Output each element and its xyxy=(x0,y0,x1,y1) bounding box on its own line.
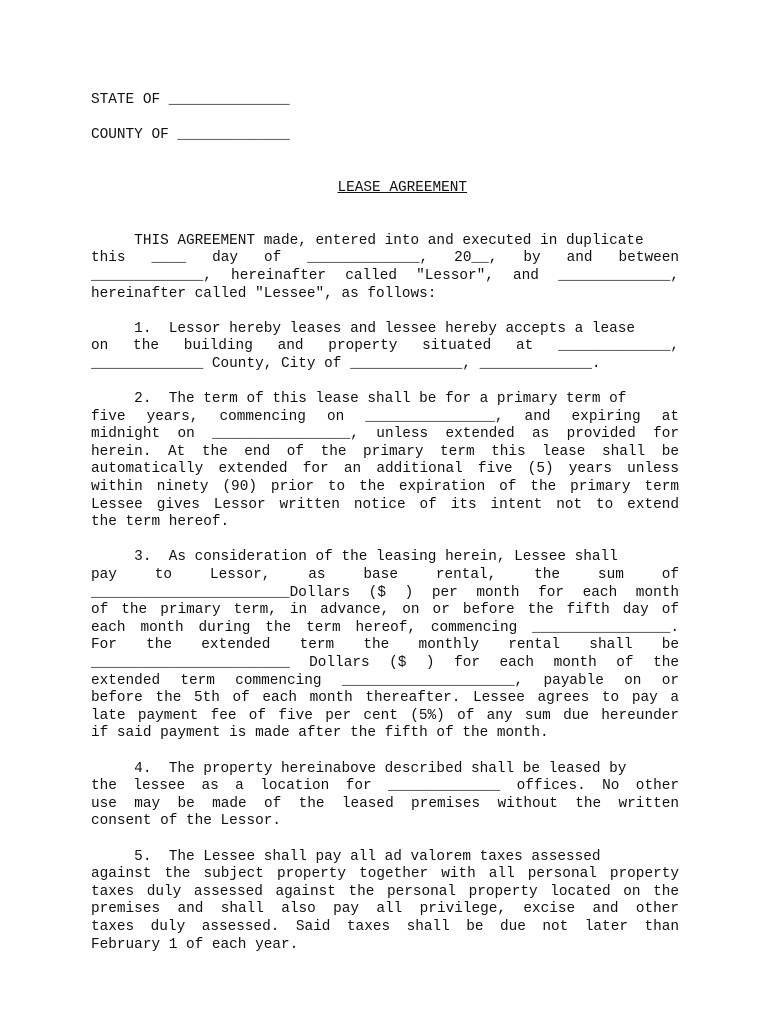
paragraph-3 xyxy=(91,391,679,532)
paragraph-line: midnight on ________________, unless extended as provided for xyxy=(91,426,679,443)
paragraph-line: _______________________Dollars ($ ) per month for each month xyxy=(91,584,679,601)
spacer xyxy=(91,532,679,550)
paragraph-line: of the primary term, in advance, on or before the fifth day of xyxy=(91,602,679,619)
paragraph-line: THIS AGREEMENT made, entered into and executed in duplicate xyxy=(91,232,644,249)
document-title: LEASE AGREEMENT xyxy=(337,179,468,196)
paragraph-line: automatically extended for an additional five (5) years unless xyxy=(91,461,679,478)
spacer xyxy=(91,374,679,392)
paragraph-line: hereinafter called "Lessee", as follows: xyxy=(91,285,437,302)
paragraph-line: For the extended term the monthly rental shall be xyxy=(91,637,679,654)
spacer xyxy=(91,831,679,849)
county-line: COUNTY OF _____________ xyxy=(91,127,290,144)
document-page xyxy=(91,92,679,954)
paragraph-line: late payment fee of five per cent (5%) of any sum due hereunder xyxy=(91,707,679,724)
paragraph-line: against the subject property together with all personal property xyxy=(91,866,679,883)
paragraph-line: taxes duly assessed against the personal property located on the xyxy=(91,883,679,900)
paragraph-line: Lessee gives Lessor written notice of its intent not to extend xyxy=(91,496,679,513)
paragraph-line: this ____ day of _____________, 20__, by and between xyxy=(91,250,679,267)
paragraph-line: _______________________ Dollars ($ ) for each month of the xyxy=(91,655,679,671)
paragraph-line: extended term commencing ____________________, payable on or xyxy=(91,672,679,689)
spacer xyxy=(91,743,679,761)
spacer xyxy=(91,110,679,128)
paragraph-line: 2. The term of this lease shall be for a primary term of xyxy=(91,391,627,408)
paragraph-6 xyxy=(91,849,679,955)
paragraph-line: on the building and property situated at _____________, xyxy=(91,338,679,355)
paragraph-line: use may be made of the leased premises without the written xyxy=(91,795,679,812)
paragraph-line: _____________ County, City of _____________, _____________. xyxy=(91,355,601,372)
paragraph-5 xyxy=(91,761,679,831)
paragraph-4 xyxy=(91,549,679,743)
paragraph-line: consent of the Lessor. xyxy=(91,813,281,830)
paragraph-line: 1. Lessor hereby leases and lessee hereby accepts a lease xyxy=(91,320,636,337)
paragraph-line: the term hereof. xyxy=(91,514,230,531)
paragraph-line: 5. The Lessee shall pay all ad valorem taxes assessed xyxy=(91,848,601,865)
document-body xyxy=(91,233,679,954)
paragraph-line: 3. As consideration of the leasing herein, Lessee shall xyxy=(91,549,618,566)
paragraph-line: five years, commencing on _______________, and expiring at xyxy=(91,408,679,425)
spacer xyxy=(91,215,679,233)
paragraph-line: 4. The property hereinabove described shall be leased by xyxy=(91,760,627,777)
spacer xyxy=(91,303,679,321)
paragraph-line: herein. At the end of the primary term this lease shall be xyxy=(91,443,679,460)
paragraph-line: before the 5th of each month thereafter. Lessee agrees to pay a xyxy=(91,690,679,707)
state-line: STATE OF ______________ xyxy=(91,92,290,108)
paragraph-line: each month during the term hereof, commencing ________________. xyxy=(91,619,679,636)
paragraph-line: if said payment is made after the fifth of the month. xyxy=(91,725,549,742)
paragraph-1 xyxy=(91,233,679,303)
paragraph-line: the lessee as a location for _____________ offices. No other xyxy=(91,778,679,795)
paragraph-line: _____________, hereinafter called "Lessor", and _____________, xyxy=(91,267,679,284)
paragraph-line: pay to Lessor, as base rental, the sum of xyxy=(91,567,679,584)
title-row xyxy=(91,162,679,215)
paragraph-line: premises and shall also pay all privilege, excise and other xyxy=(91,901,679,918)
paragraph-line: February 1 of each year. xyxy=(91,936,299,953)
paragraph-line: taxes duly assessed. Said taxes shall be due not later than xyxy=(91,918,679,935)
paragraph-line: within ninety (90) prior to the expiration of the primary term xyxy=(91,479,679,496)
paragraph-2 xyxy=(91,321,679,374)
spacer xyxy=(91,145,679,163)
